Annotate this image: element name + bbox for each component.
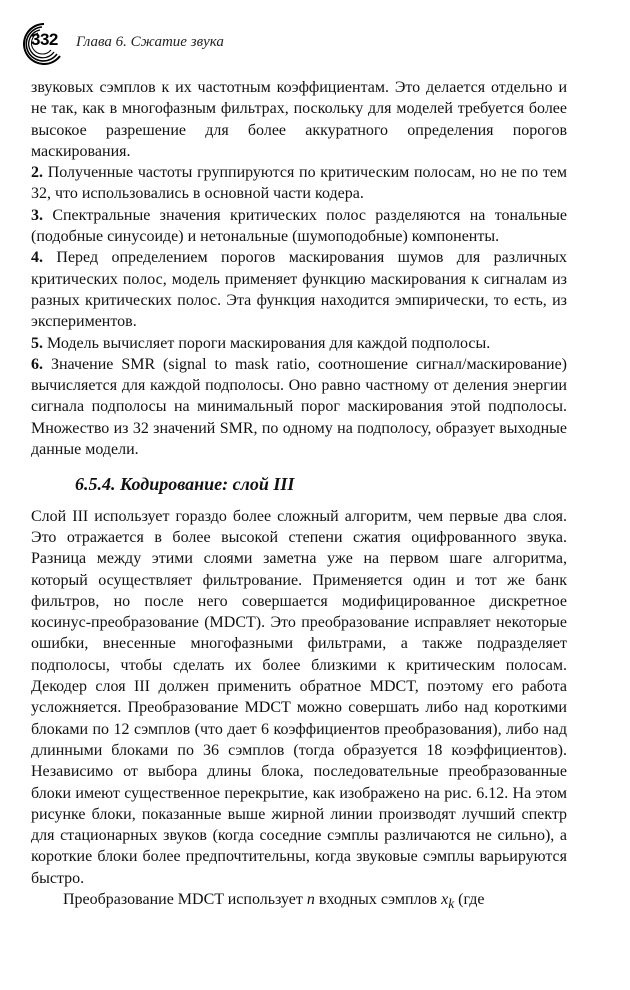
page-body	[31, 77, 567, 914]
page-number: 332	[31, 30, 58, 49]
section-paragraph: Слой III использует гораздо более сложный алгоритм, чем первые два слоя. Это отражается в более высокой степени сжатия оцифрованного звука. Разница между этими слоями заметна уже на первом шаге алгоритма, который осуществляет фильтрование. Применяется один и тот же банк фильтров, но после него совершается модифицированное дискретное косинус-преобразование (MDCT). Это преобразование исправляет некоторые ошибки, внесенные многофазными фильтрами, а также подразделяет подполосы, чтобы сделать их более близкими к критическим полосам. Декодер слоя III должен применить обратное MDCT, поэтому его работа усложняется. Преобразование MDCT можно совершать либо над короткими блоками по 12 сэмплов (что дает 6 коэффициентов преобразования), либо над длинными блоками по 36 сэмплов (тогда образуется 18 коэффициентов). Независимо от выбора длины блока, последовательные преобразованные блоки имеют существенное перекрытие, как изображено на рис. 6.12. На этом рисунке блоки, показанные выше жирной линии производят лучший спектр для стационарных звуков (когда соседние сэмплы различаются не сильно), а короткие блоки более предпочтительны, когда звуковые сэмплы варьируются быстро.	[31, 507, 567, 887]
paragraph-continued: звуковых сэмплов к их частотным коэффициентам. Это делается отдельно и не так, как в многофазным фильтрах, поскольку для моделей требуется более высокое разрешение для более аккуратного определения порогов маскирования.	[31, 79, 567, 160]
list-item-3: 3. Спектральные значения критических полос разделяются на тональные (подобные синусоиде) и нетональные (шумоподобные) компоненты.	[31, 206, 567, 246]
running-head: Глава 6. Сжатие звука	[76, 33, 224, 50]
last-paragraph: Преобразование MDCT использует n входных сэмплов $x_k$ (где	[63, 890, 485, 912]
section-heading: 6.5.4. Кодирование: слой III	[75, 474, 295, 495]
list-item-4: 4. Перед определением порогов маскирования шумов для различных критических полос, модель применяет функцию маскирования к сигналам из разных критических полос. Эта функция находится эмпирически, то есть, из экспериментов.	[31, 249, 567, 331]
list-item-6: 6. Значение SMR (signal to mask ratio, соотношение сигнал/маскирование) вычисляется для каждой подполосы. Оно равно частному от деления энергии сигнала подполосы на минимальный порог маскирования этой подполосы. Множество из 32 значений SMR, по одному на подполосу, образует выходные данные модели.	[31, 355, 567, 459]
list-item-5: 5. Модель вычисляет пороги маскирования для каждой подполосы.	[31, 334, 491, 352]
list-item-2: 2. Полученные частоты группируются по критическим полосам, но не по тем 32, что использовались в основной части кодера.	[31, 164, 567, 203]
page-header	[14, 18, 224, 66]
page-number-badge	[14, 18, 64, 66]
